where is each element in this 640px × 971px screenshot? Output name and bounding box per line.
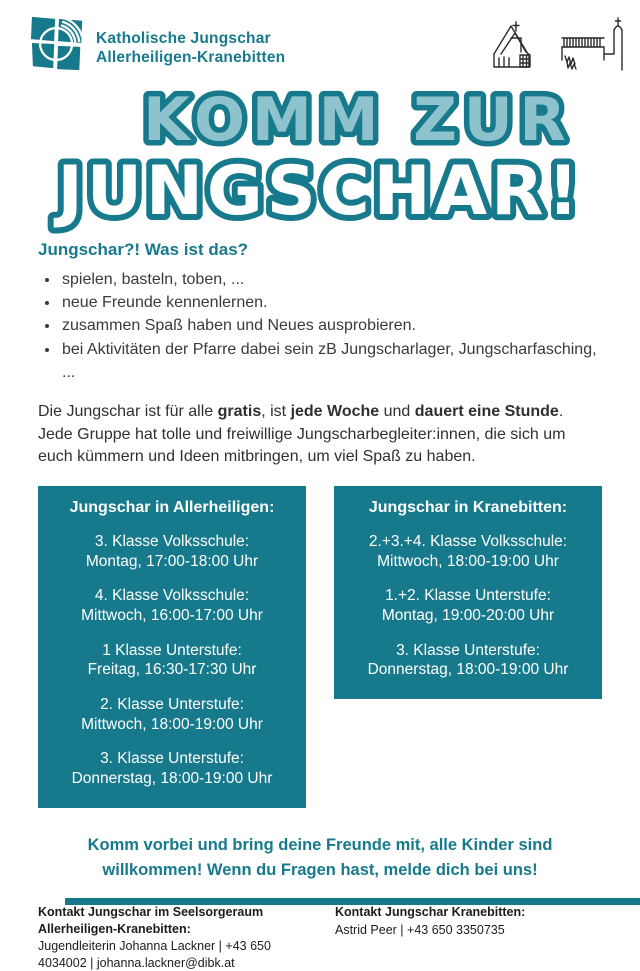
church-drawings-icon: [482, 14, 632, 85]
schedule-time: Donnerstag, 18:00-19:00 Uhr: [367, 661, 569, 679]
paragraph-text: und: [379, 402, 415, 420]
benefit-item: • zusammen Spaß haben und Neues ausprobieren.: [60, 314, 602, 337]
contact-title: Kontakt Jungschar Kranebitten:: [335, 905, 526, 920]
schedule-entry: [44, 749, 300, 788]
schedule-group: 3. Klasse Unterstufe:: [396, 641, 540, 659]
schedule-group: 3. Klasse Volksschule:: [94, 533, 250, 551]
schedule-box-allerheiligen: [38, 486, 306, 808]
brand: [30, 14, 285, 79]
schedule-group: 2.+3.+4. Klasse Volksschule:: [368, 533, 568, 551]
title-block: [0, 80, 640, 230]
schedule-entry: [340, 532, 596, 571]
schedule-time: Mittwoch, 18:00-19:00 Uhr: [81, 715, 263, 733]
paragraph-bold: gratis: [217, 402, 262, 420]
title-line1: KOMM ZUR: [143, 85, 573, 155]
intro-section: [0, 240, 640, 469]
organization-name-line1: Katholische Jungschar: [96, 30, 271, 48]
schedule-boxes: [38, 486, 602, 808]
contact-kranebitten: [335, 904, 525, 971]
paragraph-bold: jede Woche: [290, 402, 380, 420]
header: [0, 0, 640, 80]
paragraph-text: , ist: [261, 402, 291, 420]
paragraph-text: Die Jungschar ist für alle: [38, 402, 218, 420]
contacts-section: [38, 904, 602, 971]
title-line2: JUNGSCHAR!: [57, 152, 583, 231]
paragraph-text: . Jede Gruppe hat tolle und freiwillige Jungscharbegleiter:innen, die sich um euch kümmern und Ideen mitbringen, um viel Spaß zu haben.: [38, 402, 566, 466]
invitation-text: Komm vorbei und bring deine Freunde mit, alle Kinder sind willkommen! Wenn du Fragen hast, melde dich bei uns!: [87, 835, 553, 879]
contact-allerheiligen: [38, 904, 335, 971]
schedule-entry: [44, 586, 300, 625]
schedule-time: Mittwoch, 18:00-19:00 Uhr: [377, 552, 559, 570]
intro-heading: Jungschar?! Was ist das?: [38, 240, 249, 259]
benefit-item: • neue Freunde kennenlernen.: [60, 291, 602, 314]
schedule-time: Mittwoch, 16:00-17:00 Uhr: [81, 607, 263, 625]
organization-name-line2: Allerheiligen-Kranebitten: [96, 48, 286, 66]
footer-accent-bar: [65, 898, 640, 905]
contact-details: Astrid Peer | +43 650 3350735: [335, 922, 505, 937]
schedule-time: Montag, 17:00-18:00 Uhr: [85, 552, 259, 570]
schedule-group: 4. Klasse Volksschule:: [94, 587, 250, 605]
schedule-entry: [44, 641, 300, 680]
schedule-box-title: Jungschar in Kranebitten:: [368, 499, 568, 517]
schedule-box-kranebitten: [334, 486, 602, 699]
schedule-group: 2. Klasse Unterstufe:: [100, 696, 244, 714]
contact-title: Kontakt Jungschar im Seelsorgeraum Allerheiligen-Kranebitten:: [38, 905, 264, 936]
schedule-group: 1 Klasse Unterstufe:: [102, 641, 242, 659]
schedule-entry: [44, 532, 300, 571]
schedule-time: Montag, 19:00-20:00 Uhr: [381, 607, 555, 625]
schedule-time: Freitag, 16:30-17:30 Uhr: [87, 661, 257, 679]
benefits-list: [42, 268, 602, 384]
schedule-group: 1.+2. Klasse Unterstufe:: [385, 587, 551, 605]
schedule-group: 3. Klasse Unterstufe:: [100, 750, 244, 768]
benefit-item: • spielen, basteln, toben, ...: [60, 268, 602, 291]
schedule-entry: [44, 695, 300, 734]
jungschar-logo-icon: [30, 14, 88, 79]
schedule-entry: [340, 586, 596, 625]
paragraph-bold: dauert eine Stunde: [414, 402, 559, 420]
organization-name: [96, 26, 285, 67]
contact-details: Jugendleiterin Johanna Lackner | +43 650 4034002 | johanna.lackner@dibk.at: [38, 939, 271, 970]
info-paragraph: [38, 401, 602, 469]
schedule-time: Donnerstag, 18:00-19:00 Uhr: [71, 770, 273, 788]
benefit-item: • bei Aktivitäten der Pfarre dabei sein zB Jungscharlager, Jungscharfasching, ...: [60, 338, 602, 384]
schedule-entry: [340, 641, 596, 680]
schedule-box-title: Jungschar in Allerheiligen:: [69, 499, 275, 517]
